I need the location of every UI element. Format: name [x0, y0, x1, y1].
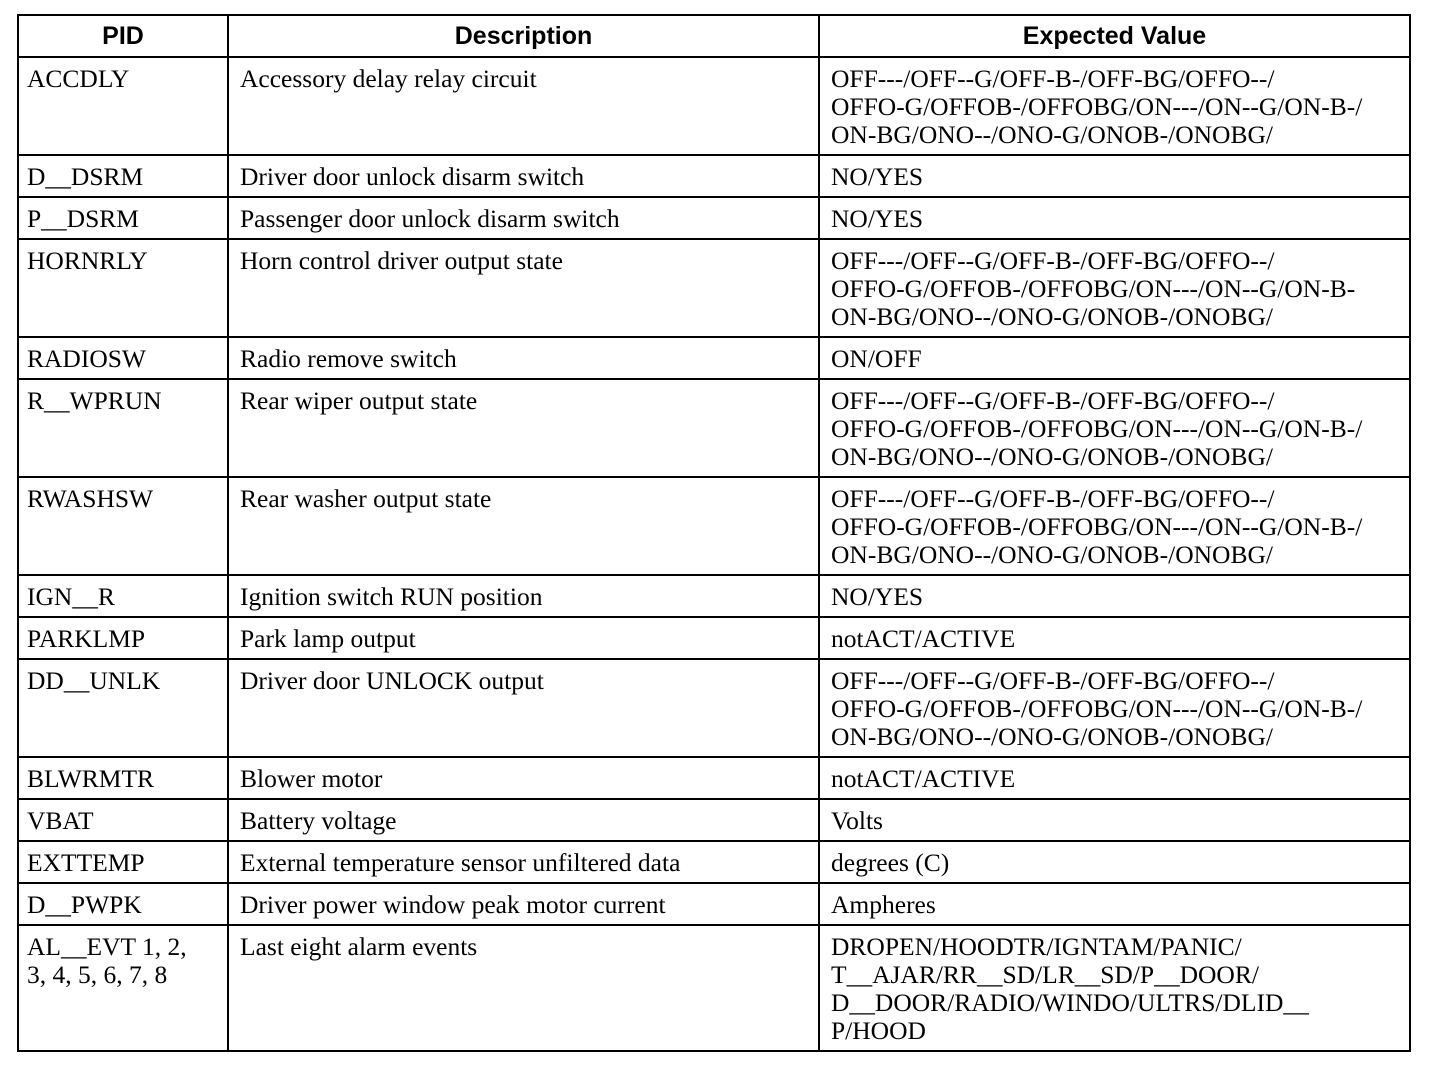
table-row	[18, 659, 1410, 757]
expected-value-cell-line: NO/YES	[831, 204, 924, 233]
expected-value-cell	[819, 477, 1410, 575]
expected-value-cell	[819, 617, 1410, 659]
description-cell: External temperature sensor unfiltered data	[228, 841, 819, 883]
pid-cell: P__DSRM	[18, 197, 228, 239]
description-cell: Last eight alarm events	[228, 925, 819, 1051]
pid-cell: RADIOSW	[18, 337, 228, 379]
pid-cell: R__WPRUN	[18, 379, 228, 477]
expected-value-cell-line: OFF---/OFF--G/OFF-B-/OFF-BG/OFFO--/	[831, 386, 1275, 415]
expected-value-cell-line: OFFO-G/OFFOB-/OFFOBG/ON---/ON--G/ON-B-	[831, 274, 1356, 303]
expected-value-cell-line: T__AJAR/RR__SD/LR__SD/P__DOOR/	[831, 960, 1259, 989]
description-cell: Ignition switch RUN position	[228, 575, 819, 617]
expected-value-cell-line: ON-BG/ONO--/ONO-G/ONOB-/ONOBG/	[831, 302, 1273, 331]
table-row	[18, 239, 1410, 337]
expected-value-cell-line: ON-BG/ONO--/ONO-G/ONOB-/ONOBG/	[831, 722, 1273, 751]
description-cell: Passenger door unlock disarm switch	[228, 197, 819, 239]
table-row	[18, 925, 1410, 1051]
expected-value-cell	[819, 337, 1410, 379]
expected-value-cell-line: OFF---/OFF--G/OFF-B-/OFF-BG/OFFO--/	[831, 64, 1275, 93]
description-cell: Rear wiper output state	[228, 379, 819, 477]
pid-cell-line: AL__EVT 1, 2,	[27, 932, 187, 961]
description-cell: Blower motor	[228, 757, 819, 799]
description-cell: Rear washer output state	[228, 477, 819, 575]
pid-cell: DD__UNLK	[18, 659, 228, 757]
description-cell: Accessory delay relay circuit	[228, 57, 819, 155]
expected-value-cell-line: NO/YES	[831, 582, 924, 611]
pid-cell: EXTTEMP	[18, 841, 228, 883]
expected-value-cell-line: OFF---/OFF--G/OFF-B-/OFF-BG/OFFO--/	[831, 666, 1275, 695]
table-row	[18, 799, 1410, 841]
expected-value-cell-line: degrees (C)	[831, 848, 950, 877]
pid-cell: D__DSRM	[18, 155, 228, 197]
pid-cell: ACCDLY	[18, 57, 228, 155]
expected-value-cell-line: NO/YES	[831, 162, 924, 191]
table-row	[18, 617, 1410, 659]
header-expected-value: Expected Value	[819, 15, 1410, 57]
expected-value-cell-line: ON/OFF	[831, 344, 922, 373]
expected-value-cell-line: OFFO-G/OFFOB-/OFFOBG/ON---/ON--G/ON-B-/	[831, 694, 1363, 723]
expected-value-cell-line: DROPEN/HOODTR/IGNTAM/PANIC/	[831, 932, 1242, 961]
expected-value-cell	[819, 155, 1410, 197]
expected-value-cell-line: OFFO-G/OFFOB-/OFFOBG/ON---/ON--G/ON-B-/	[831, 414, 1363, 443]
table-row	[18, 379, 1410, 477]
pid-table	[17, 14, 1411, 1052]
pid-cell: IGN__R	[18, 575, 228, 617]
expected-value-cell	[819, 379, 1410, 477]
expected-value-cell	[819, 57, 1410, 155]
expected-value-cell	[819, 757, 1410, 799]
description-cell: Park lamp output	[228, 617, 819, 659]
expected-value-cell	[819, 197, 1410, 239]
pid-cell: RWASHSW	[18, 477, 228, 575]
expected-value-cell-line: P/HOOD	[831, 1016, 926, 1045]
description-cell: Driver door unlock disarm switch	[228, 155, 819, 197]
expected-value-cell-line: notACT/ACTIVE	[831, 764, 1016, 793]
expected-value-cell-line: ON-BG/ONO--/ONO-G/ONOB-/ONOBG/	[831, 442, 1273, 471]
description-cell: Horn control driver output state	[228, 239, 819, 337]
expected-value-cell	[819, 799, 1410, 841]
pid-cell: VBAT	[18, 799, 228, 841]
expected-value-cell-line: OFFO-G/OFFOB-/OFFOBG/ON---/ON--G/ON-B-/	[831, 512, 1363, 541]
table-row	[18, 477, 1410, 575]
header-description: Description	[228, 15, 819, 57]
expected-value-cell	[819, 659, 1410, 757]
table-row	[18, 197, 1410, 239]
table-row	[18, 155, 1410, 197]
expected-value-cell-line: Volts	[831, 806, 883, 835]
expected-value-cell	[819, 841, 1410, 883]
expected-value-cell-line: ON-BG/ONO--/ONO-G/ONOB-/ONOBG/	[831, 540, 1273, 569]
description-cell: Driver power window peak motor current	[228, 883, 819, 925]
pid-cell	[18, 925, 228, 1051]
description-cell: Battery voltage	[228, 799, 819, 841]
expected-value-cell-line: D__DOOR/RADIO/WINDO/ULTRS/DLID__	[831, 988, 1309, 1017]
description-cell: Driver door UNLOCK output	[228, 659, 819, 757]
expected-value-cell-line: OFFO-G/OFFOB-/OFFOBG/ON---/ON--G/ON-B-/	[831, 92, 1363, 121]
header-pid: PID	[18, 15, 228, 57]
pid-cell: D__PWPK	[18, 883, 228, 925]
expected-value-cell-line: notACT/ACTIVE	[831, 624, 1016, 653]
pid-cell: BLWRMTR	[18, 757, 228, 799]
table-row	[18, 841, 1410, 883]
expected-value-cell	[819, 575, 1410, 617]
expected-value-cell	[819, 925, 1410, 1051]
expected-value-cell-line: Ampheres	[831, 890, 936, 919]
expected-value-cell	[819, 883, 1410, 925]
table-row	[18, 57, 1410, 155]
pid-cell: HORNRLY	[18, 239, 228, 337]
expected-value-cell	[819, 239, 1410, 337]
table-row	[18, 575, 1410, 617]
expected-value-cell-line: OFF---/OFF--G/OFF-B-/OFF-BG/OFFO--/	[831, 484, 1275, 513]
expected-value-cell-line: OFF---/OFF--G/OFF-B-/OFF-BG/OFFO--/	[831, 246, 1275, 275]
header-row	[18, 15, 1410, 57]
expected-value-cell-line: ON-BG/ONO--/ONO-G/ONOB-/ONOBG/	[831, 120, 1273, 149]
table-body	[18, 57, 1410, 1051]
table-row	[18, 757, 1410, 799]
table-row	[18, 337, 1410, 379]
pid-cell: PARKLMP	[18, 617, 228, 659]
pid-cell-line: 3, 4, 5, 6, 7, 8	[27, 960, 168, 989]
description-cell: Radio remove switch	[228, 337, 819, 379]
table-row	[18, 883, 1410, 925]
